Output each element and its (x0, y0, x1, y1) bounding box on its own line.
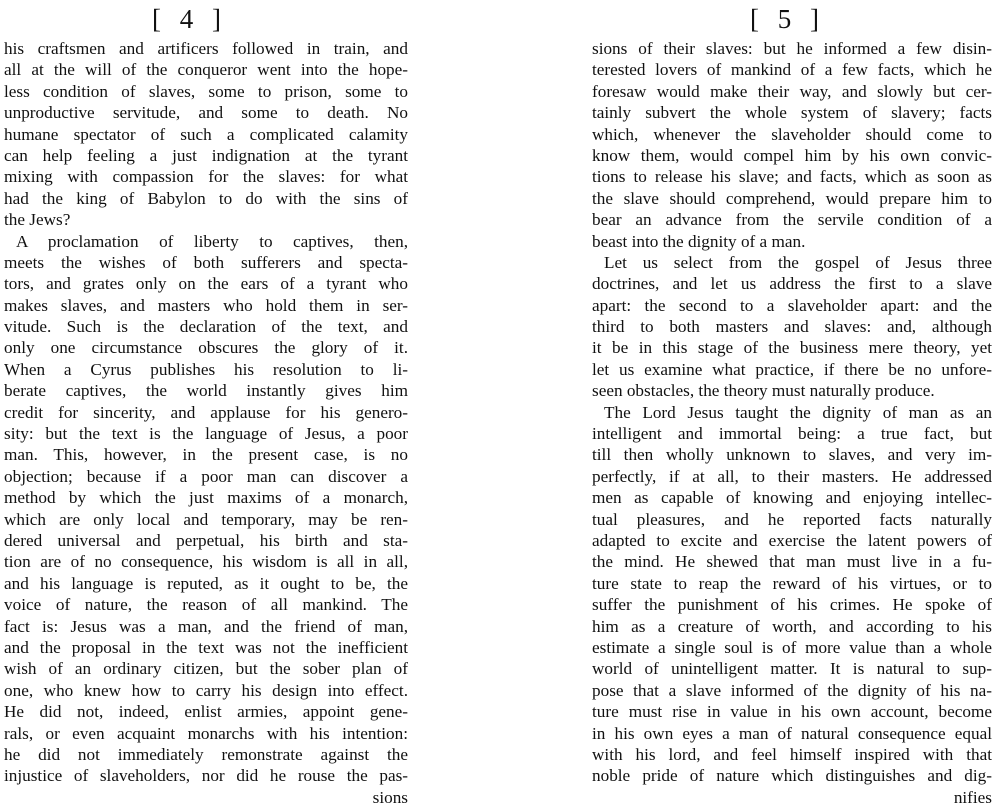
text-line: ture state to reap the reward of his virtues, or to (592, 573, 992, 593)
text-line: beast into the dignity of a man. (592, 231, 806, 251)
text-line: He did not, indeed, enlist armies, appoint gene- (4, 702, 408, 722)
text-line: one, who knew how to carry his design into effect. (4, 680, 408, 700)
text-line: Let us select from the gospel of Jesus three (604, 252, 992, 272)
text-line: let us examine what practice, if there be no unfore- (592, 359, 992, 379)
text-line: only one circumstance obscures the glory of it. (4, 338, 408, 358)
text-line: and his language is reputed, as it ought to be, the (4, 573, 408, 593)
catchword: sions (372, 787, 408, 807)
text-line: objection; because if a poor man can discover a (4, 466, 408, 486)
text-line: tors, and grates only on the ears of a tyrant who (4, 274, 408, 294)
text-line: tion are of no consequence, his wisdom is all in all, (4, 552, 408, 572)
text-line: and the proposal in the text was not the inefficient (4, 637, 408, 657)
catchword: nifies (953, 787, 992, 807)
text-line: mixing with compassion for the slaves: for what (4, 167, 408, 187)
text-line: it be in this stage of the business mere theory, yet (592, 338, 992, 358)
text-line: berate captives, the world instantly gives him (4, 381, 408, 401)
page-text (4, 38, 408, 808)
text-line: The Lord Jesus taught the dignity of man as an (604, 402, 992, 422)
text-line: third to both masters and slaves: and, although (592, 317, 992, 337)
page-number: [ 5 ] (750, 4, 825, 34)
text-line: know them, would compel him by his own convic- (592, 145, 992, 165)
text-line: voice of nature, the reason of all mankind. The (4, 595, 408, 615)
text-line: the Jews? (4, 210, 71, 230)
text-line: sions of their slaves: but he informed a few disin- (592, 39, 992, 58)
text-line: doctrines, and let us address the first to a slave (592, 274, 992, 294)
text-line: his craftsmen and artificers followed in train, and (4, 39, 408, 58)
text-line: had the king of Babylon to do with the sins of (4, 188, 408, 208)
text-line: intelligent and immortal being: a true fact, but (592, 424, 992, 444)
text-line: ture must rise in value in his own account, become (592, 702, 992, 722)
text-line: A proclamation of liberty to captives, then, (16, 231, 408, 251)
text-line: seen obstacles, the theory must naturally produce. (592, 381, 935, 401)
text-line: meets the wishes of both sufferers and specta- (4, 252, 408, 272)
text-line: unproductive servitude, and some to death. No (4, 103, 408, 123)
text-line: all at the will of the conqueror went into the hope- (4, 60, 408, 80)
text-line: with his lord, and feel himself inspired with that (592, 744, 992, 764)
text-line: which, whenever the slaveholder should come to (592, 124, 992, 144)
text-line: sity: but the text is the language of Jesus, a poor (4, 424, 408, 444)
text-line: rals, or even acquaint monarchs with his intention: (4, 723, 408, 743)
text-line: pose that a slave informed of the dignity of his na- (592, 680, 992, 700)
text-line: world of unintelligent matter. It is natural to sup- (592, 659, 992, 679)
left-page (0, 0, 500, 807)
text-line: injustice of slaveholders, nor did he rouse the pas- (4, 766, 408, 786)
text-line: less condition of slaves, some to prison, some to (4, 81, 408, 101)
text-line: noble pride of nature which distinguishes and dig- (592, 766, 992, 786)
text-line: can help feeling a just indignation at the tyrant (4, 145, 408, 165)
text-line: which are only local and temporary, may be ren- (4, 509, 408, 529)
text-line: tual pleasures, and he reported facts naturally (592, 509, 992, 529)
text-line: estimate a single soul is of more value than a whole (592, 637, 992, 657)
text-line: tainly subvert the whole system of slavery; facts (592, 103, 992, 123)
right-page (520, 0, 1000, 807)
text-line: humane spectator of such a complicated calamity (4, 124, 408, 144)
text-line: man. This, however, in the present case, is no (4, 445, 408, 465)
text-line: wish of an ordinary citizen, but the sober plan of (4, 659, 408, 679)
text-line: he did not immediately remonstrate against the (4, 744, 408, 764)
page-text (592, 38, 992, 808)
text-line: dered universal and perpetual, his birth and sta- (4, 530, 408, 550)
text-line: men as capable of knowing and enjoying intellec- (592, 488, 992, 508)
text-line: foresaw would make their way, and slowly but cer- (592, 81, 992, 101)
text-line: apart: the second to a slaveholder apart: and the (592, 295, 992, 315)
text-line: in his own eyes a man of natural consequence equal (592, 723, 992, 743)
text-line: vitude. Such is the declaration of the text, and (4, 317, 408, 337)
text-line: When a Cyrus publishes his resolution to li- (4, 359, 408, 379)
text-line: fact is: Jesus was a man, and the friend of man, (4, 616, 408, 636)
text-line: tions to release his slave; and facts, which as soon as (592, 167, 992, 187)
text-line: makes slaves, and masters who hold them in ser- (4, 295, 408, 315)
text-line: perfectly, if at all, to their masters. He addressed (592, 466, 992, 486)
page-number: [ 4 ] (152, 4, 227, 34)
text-line: adapted to excite and exercise the latent powers of (592, 530, 992, 550)
text-line: method by which the just maxims of a monarch, (4, 488, 408, 508)
text-line: credit for sincerity, and applause for his genero- (4, 402, 408, 422)
text-line: till then wholly unknown to slaves, and very im- (592, 445, 992, 465)
text-line: him as a creature of worth, and according to his (592, 616, 992, 636)
text-line: suffer the punishment of his crimes. He spoke of (592, 595, 992, 615)
text-line: bear an advance from the servile condition of a (592, 210, 992, 230)
text-line: the mind. He shewed that man must live in a fu- (592, 552, 992, 572)
text-line: terested lovers of mankind of a few facts, which he (592, 60, 992, 80)
text-line: the slave should comprehend, would prepare him to (592, 188, 992, 208)
